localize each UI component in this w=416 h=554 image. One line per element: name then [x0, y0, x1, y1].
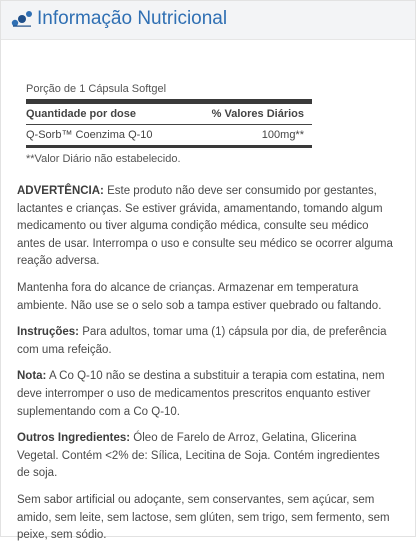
- instructions-text: Para adultos, tomar uma (1) cápsula por dia, de preferência com uma refeição.: [17, 326, 387, 356]
- other-ingredients-paragraph: [17, 430, 395, 483]
- other-ingredients-text: Óleo de Farelo de Arroz, Gelatina, Glicerina Vegetal. Contém <2% de: Sílica, Lecitina de Soja. Contém ingredientes de soja.: [17, 432, 380, 480]
- table-row: [26, 125, 312, 148]
- storage-text: Mantenha fora do alcance de crianças. Armazenar em temperatura ambiente. Não use se o selo sob a tampa estiver quebrado ou faltando.: [17, 281, 382, 312]
- section-header: [1, 1, 415, 40]
- note-text: A Co Q-10 não se destina a substituir a terapia com estatina, nem deve interromper o uso de medicamentos prescritos enquanto estiver suplementando com a Co Q-10.: [17, 370, 385, 418]
- nutrient-name: Q-Sorb™ Coenzima Q-10: [26, 129, 153, 141]
- note-label: Nota:: [17, 370, 47, 383]
- note-paragraph: [17, 368, 395, 421]
- other-ingredients-label: Outros Ingredientes:: [17, 432, 131, 445]
- warning-text: Este produto não deve ser consumido por gestantes, lactantes e crianças. Se estiver grávida, amamentando, tomando algum medicamento ou tiver alguma condição médica, consulte seu médico antes de usar. Interrompa o uso e consulte seu médico se ocorrer alguma reação adversa.: [17, 185, 393, 268]
- serving-size: Porção de 1 Cápsula Softgel: [26, 80, 312, 104]
- nutrition-facts-table: [26, 80, 312, 168]
- product-notes: [17, 183, 395, 554]
- dots-icon: [11, 10, 33, 28]
- free-from-text: Sem sabor artificial ou adoçante, sem conservantes, sem açúcar, sem amido, sem leite, sem lactose, sem glúten, sem trigo, sem fermento, sem peixe, sem sódio.: [17, 493, 390, 542]
- column-header-amount: Quantidade por dose: [26, 108, 137, 120]
- storage-paragraph: [17, 280, 395, 315]
- instructions-paragraph: [17, 324, 395, 359]
- nutrient-value: 100mg**: [261, 129, 304, 141]
- table-footnote: **Valor Diário não estabelecido.: [26, 153, 181, 165]
- instructions-label: Instruções:: [17, 326, 79, 339]
- warning-label: ADVERTÊNCIA:: [17, 185, 104, 197]
- warning-paragraph: [17, 183, 395, 271]
- page-title: Informação Nutricional: [37, 8, 228, 29]
- table-header: [26, 104, 312, 125]
- column-header-daily-value: % Valores Diários: [211, 108, 304, 120]
